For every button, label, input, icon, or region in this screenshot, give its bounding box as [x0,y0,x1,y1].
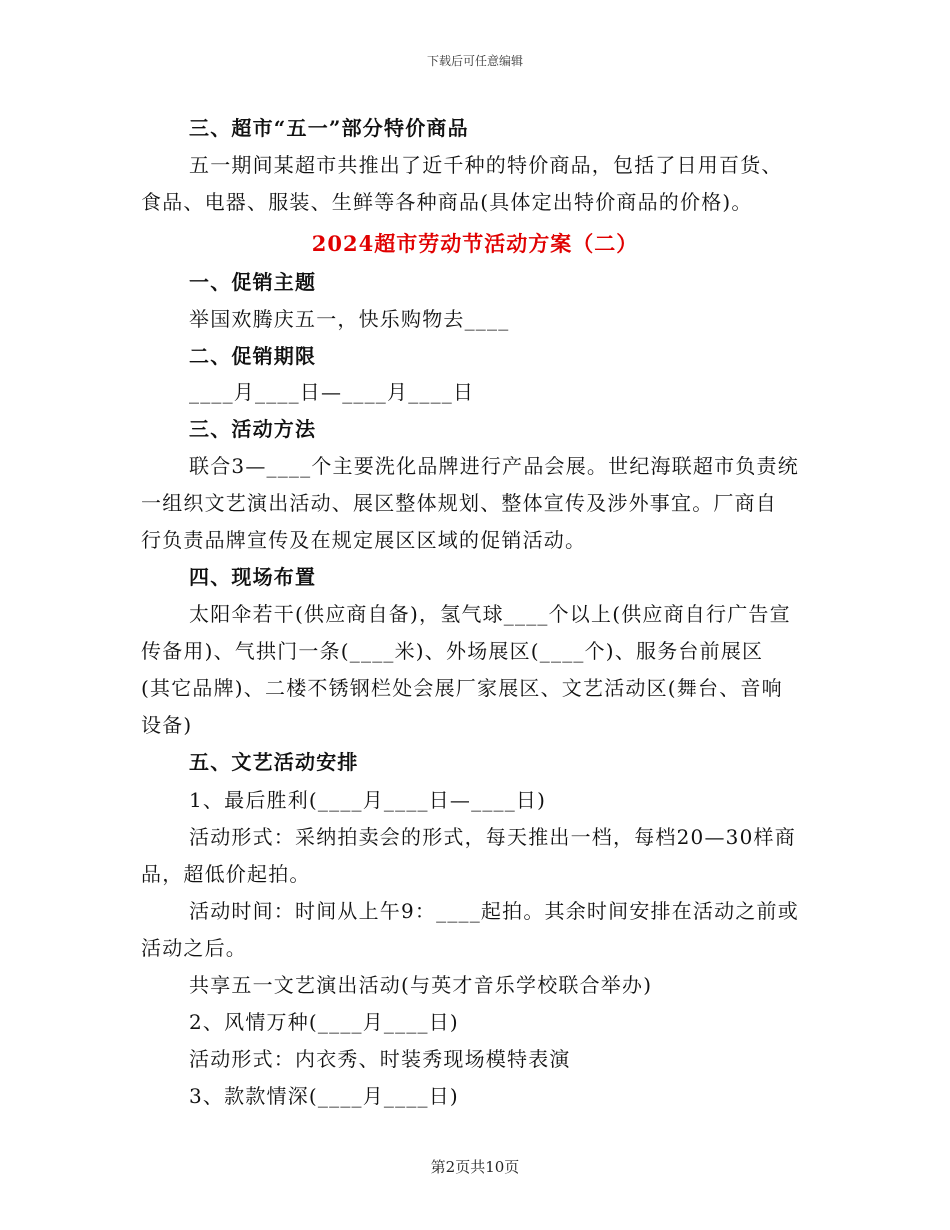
paragraph-line: 太阳伞若干(供应商自备)，氢气球____个以上(供应商自行广告宣 [189,602,791,626]
page-number-footer: 第2页共10页 [430,1158,520,1176]
paragraph-line: 活动形式：采纳拍卖会的形式，每天推出一档，每档20—30样商 [189,825,796,849]
paragraph-line: 一组织文艺演出活动、展区整体规划、整体宣传及涉外事宜。厂商自 [141,491,777,515]
paragraph-line: 行负责品牌宣传及在规定展区区域的促销活动。 [141,528,587,552]
paragraph-line: 食品、电器、服装、生鲜等各种商品(具体定出特价商品的价格)。 [141,190,753,214]
section-heading-theme: 一、促销主题 [189,270,317,294]
arts-shared-event: 共享五一文艺演出活动(与英才音乐学校联合举办) [189,973,653,997]
page-header-note: 下载后可任意编辑 [426,54,523,68]
paragraph-line: 活动时间：时间从上午9：____起拍。其余时间安排在活动之前或 [189,899,799,923]
paragraph-line: 活动之后。 [141,936,247,960]
paragraph-line: 五一期间某超市共推出了近千种的特价商品，包括了日用百货、 [189,153,783,177]
arts-item-3: 3、款款情深(____月____日) [189,1084,459,1108]
section-heading-special-goods: 三、超市“五一”部分特价商品 [189,116,469,140]
section-heading-layout: 四、现场布置 [189,565,317,589]
paragraph-line: 品，超低价起拍。 [141,862,311,886]
period-text: ____月____日—____月____日 [189,380,475,404]
section-heading-method: 三、活动方法 [189,417,317,441]
paragraph-line: 设备) [141,713,193,737]
paragraph-line: (其它品牌)、二楼不锈钢栏处会展厂家展区、文艺活动区(舞台、音响 [141,676,783,700]
section-heading-period: 二、促销期限 [189,344,317,368]
paragraph-line: 联合3—____个主要洗化品牌进行产品会展。世纪海联超市负责统 [189,454,799,478]
arts-item-1: 1、最后胜利(____月____日—____日) [189,788,547,812]
document-title: 2024超市劳动节活动方案（二） [311,231,639,256]
arts-item-2: 2、风情万种(____月____日) [189,1010,459,1034]
theme-text: 举国欢腾庆五一，快乐购物去____ [189,307,510,331]
paragraph-line: 传备用)、气拱门一条(____米)、外场展区(____个)、服务台前展区 [141,639,764,663]
section-heading-arts: 五、文艺活动安排 [189,750,359,774]
paragraph-line: 活动形式：内衣秀、时装秀现场模特表演 [189,1047,571,1071]
